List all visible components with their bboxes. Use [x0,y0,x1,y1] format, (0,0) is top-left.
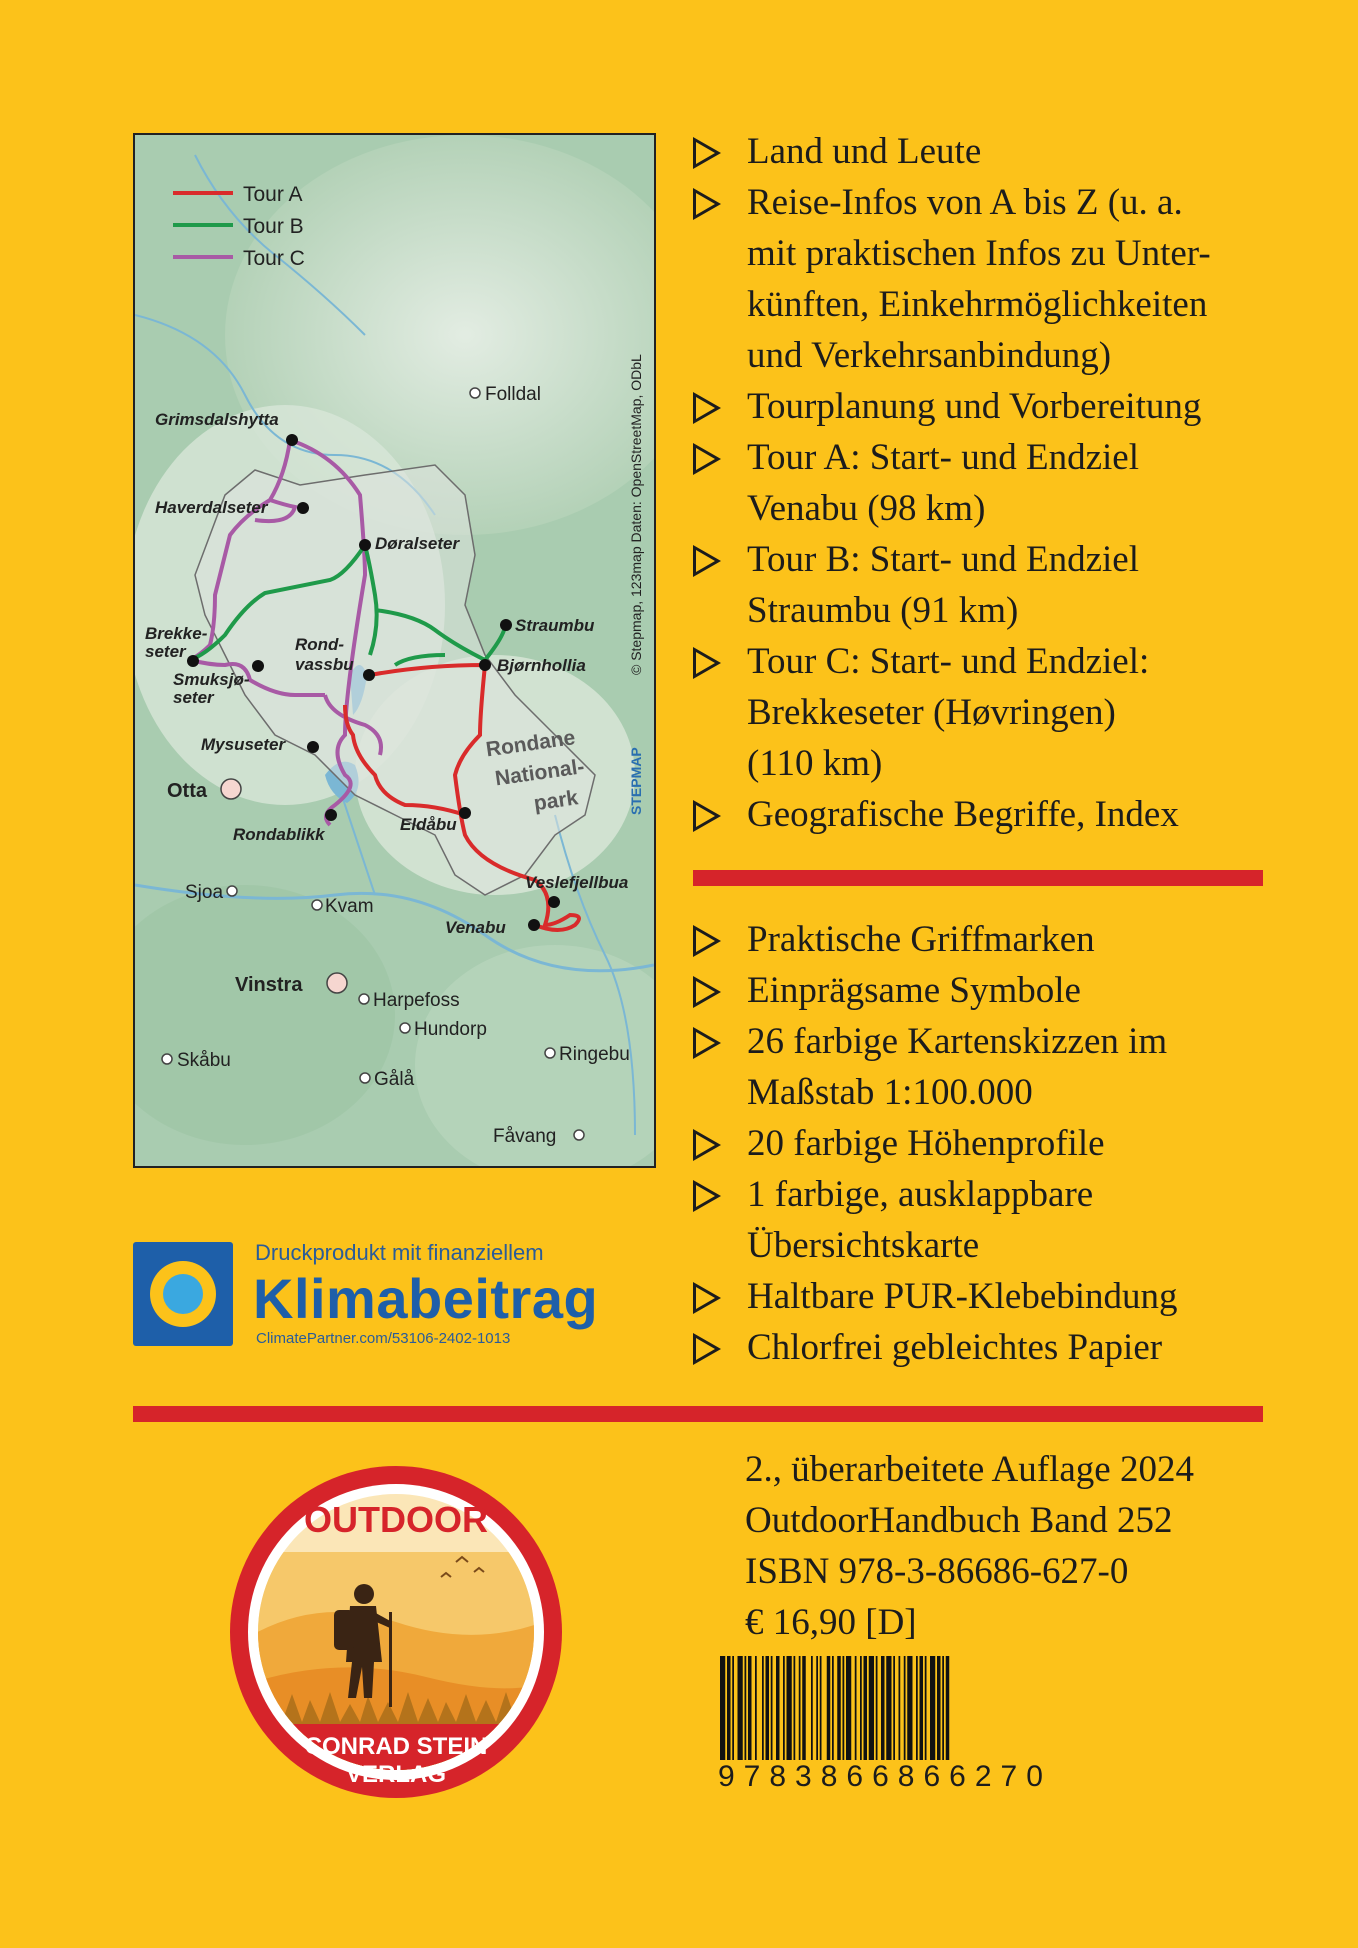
triangle-bullet-icon [693,392,721,424]
triangle-bullet-icon [693,1180,721,1212]
barcode-bar [846,1656,851,1760]
barcode-bar [869,1656,874,1760]
barcode-bar [920,1656,924,1760]
contents-list [693,126,1313,840]
barcode-bar [783,1656,785,1760]
barcode [720,1656,1110,1760]
barcode-bar [771,1656,773,1760]
triangle-bullet-icon [693,800,721,832]
legend-tour-a: Tour A [243,183,303,206]
barcode-bar [881,1656,885,1760]
barcode-bar [816,1656,818,1760]
barcode-bar [832,1656,834,1760]
badge-publisher-1: CONRAD STEIN [304,1733,488,1760]
barcode-bar [820,1656,822,1760]
barcode-bar [776,1656,780,1760]
triangle-bullet-icon [693,976,721,1008]
place-favang: Fåvang [493,1126,557,1147]
place-brekkeseter-2: seter [145,642,186,661]
barcode-bar [860,1656,862,1760]
contents-item: Tourplanung und Vorbereitung [693,381,1313,432]
legend-tour-c: Tour C [243,247,305,270]
place-smuksjoseter-2: seter [173,688,214,707]
route-map [133,133,656,1168]
barcode-bar [930,1656,935,1760]
isbn: ISBN 978-3-86686-627-0 [745,1551,1129,1592]
place-ringebu: Ringebu [559,1044,630,1065]
barcode-bar [748,1656,752,1760]
barcode-bar [732,1656,734,1760]
place-harpefoss: Harpefoss [373,990,460,1011]
barcode-bar [937,1656,941,1760]
triangle-bullet-icon [693,1333,721,1365]
legend-tour-b: Tour B [243,215,304,238]
feature-item: Haltbare PUR-Klebebindung [693,1271,1313,1322]
contents-item: Tour C: Start- und Endziel: Brekkeseter (Høvringen) (110 km) [693,636,1313,789]
triangle-bullet-icon [693,647,721,679]
place-rondvassbu-2: vassbu [295,655,354,674]
badge-title: OUTDOOR [304,1499,488,1540]
barcode-bar [925,1656,927,1760]
klima-subtitle: Druckprodukt mit finanziellem [255,1240,544,1265]
barcode-bar [899,1656,901,1760]
place-bjornhollia: Bjørnhollia [497,656,586,675]
klima-title: Klimabeitrag [253,1267,599,1330]
place-doralseter: Døralseter [375,534,460,553]
barcode-bar [893,1656,895,1760]
barcode-bar [727,1656,731,1760]
park-label-2: National- [493,755,586,791]
barcode-bar [755,1656,757,1760]
place-gala: Gålå [374,1069,415,1090]
price: € 16,90 [D] [745,1602,917,1643]
place-hundorp: Hundorp [414,1019,487,1040]
map-credit: © Stepmap, 123map Daten: OpenStreetMap, ODbL [628,354,644,675]
contents-item: Land und Leute [693,126,1313,177]
place-mysuseter: Mysuseter [201,735,286,754]
climate-partner-logo [133,1242,233,1346]
place-otta: Otta [167,780,207,802]
place-veslefjellbua: Veslefjellbua [525,873,629,892]
place-kvam: Kvam [325,896,374,917]
barcode-bar [794,1656,796,1760]
publication-info [745,1444,1305,1648]
place-folldal: Folldal [485,384,541,405]
barcode-bar [946,1656,950,1760]
place-brekkeseter-1: Brekke- [145,624,208,643]
park-label-3: park [532,786,580,816]
barcode-number: 9783866866270 [718,1760,1052,1793]
divider-red-1 [693,870,1263,886]
feature-item: Einprägsame Symbole [693,965,1313,1016]
barcode-bar [916,1656,918,1760]
triangle-bullet-icon [693,443,721,475]
barcode-bar [738,1656,743,1760]
stepmap-logo: STEPMAP [628,747,644,815]
barcode-bar [787,1656,792,1760]
features-list [693,914,1313,1373]
barcode-bar [799,1656,801,1760]
contents-item: Reise-Infos von A bis Z (u. a. mit praktischen Infos zu Unter- künften, Einkehrmöglichkeiten und Verkehrsanbindung) [693,177,1313,381]
barcode-bar [843,1656,845,1760]
barcode-bar [837,1656,841,1760]
triangle-bullet-icon [693,1129,721,1161]
place-vinstra: Vinstra [235,974,303,996]
place-rondablikk: Rondablikk [233,825,325,844]
barcode-bar [811,1656,813,1760]
contents-item: Tour A: Start- und Endziel Venabu (98 km) [693,432,1313,534]
barcode-bar [876,1656,878,1760]
park-label-1: Rondane [484,726,577,762]
barcode-bar [886,1656,891,1760]
badge-publisher-2: VERLAG [345,1761,447,1788]
outdoor-badge [226,1462,566,1802]
barcode-bar [864,1656,868,1760]
barcode-bar [745,1656,747,1760]
place-skabu: Skåbu [177,1050,231,1071]
triangle-bullet-icon [693,188,721,220]
divider-red-2 [133,1406,1263,1422]
barcode-bar [855,1656,857,1760]
feature-item: Praktische Griffmarken [693,914,1313,965]
klima-url: ClimatePartner.com/53106-2402-1013 [256,1330,511,1347]
feature-item: 1 farbige, ausklappbare Übersichtskarte [693,1169,1313,1271]
place-grimsdalshytta: Grimsdalshytta [155,410,279,429]
triangle-bullet-icon [693,545,721,577]
place-straumbu: Straumbu [515,616,595,635]
barcode-bar [766,1656,770,1760]
place-haverdalseter: Haverdalseter [155,498,268,517]
contents-item: Geografische Begriffe, Index [693,789,1313,840]
series: OutdoorHandbuch Band 252 [745,1500,1173,1541]
place-smuksjoseter-1: Smuksjø- [173,670,250,689]
place-rondvassbu-1: Rond- [295,635,345,654]
barcode-bar [720,1656,725,1760]
barcode-bar [907,1656,912,1760]
triangle-bullet-icon [693,1282,721,1314]
place-venabu: Venabu [445,918,506,937]
barcode-bar [762,1656,764,1760]
triangle-bullet-icon [693,925,721,957]
barcode-bar [827,1656,831,1760]
contents-item: Tour B: Start- und Endziel Straumbu (91 km) [693,534,1313,636]
feature-item: 20 farbige Höhenprofile [693,1118,1313,1169]
edition: 2., überarbeitete Auflage 2024 [745,1449,1194,1490]
barcode-bar [942,1656,944,1760]
triangle-bullet-icon [693,1027,721,1059]
barcode-bar [904,1656,906,1760]
feature-item: Chlorfrei gebleichtes Papier [693,1322,1313,1373]
feature-item: 26 farbige Kartenskizzen im Maßstab 1:100.000 [693,1016,1313,1118]
place-eldabu: Eldåbu [400,815,457,834]
place-sjoa: Sjoa [185,882,224,903]
triangle-bullet-icon [693,137,721,169]
barcode-bar [802,1656,806,1760]
